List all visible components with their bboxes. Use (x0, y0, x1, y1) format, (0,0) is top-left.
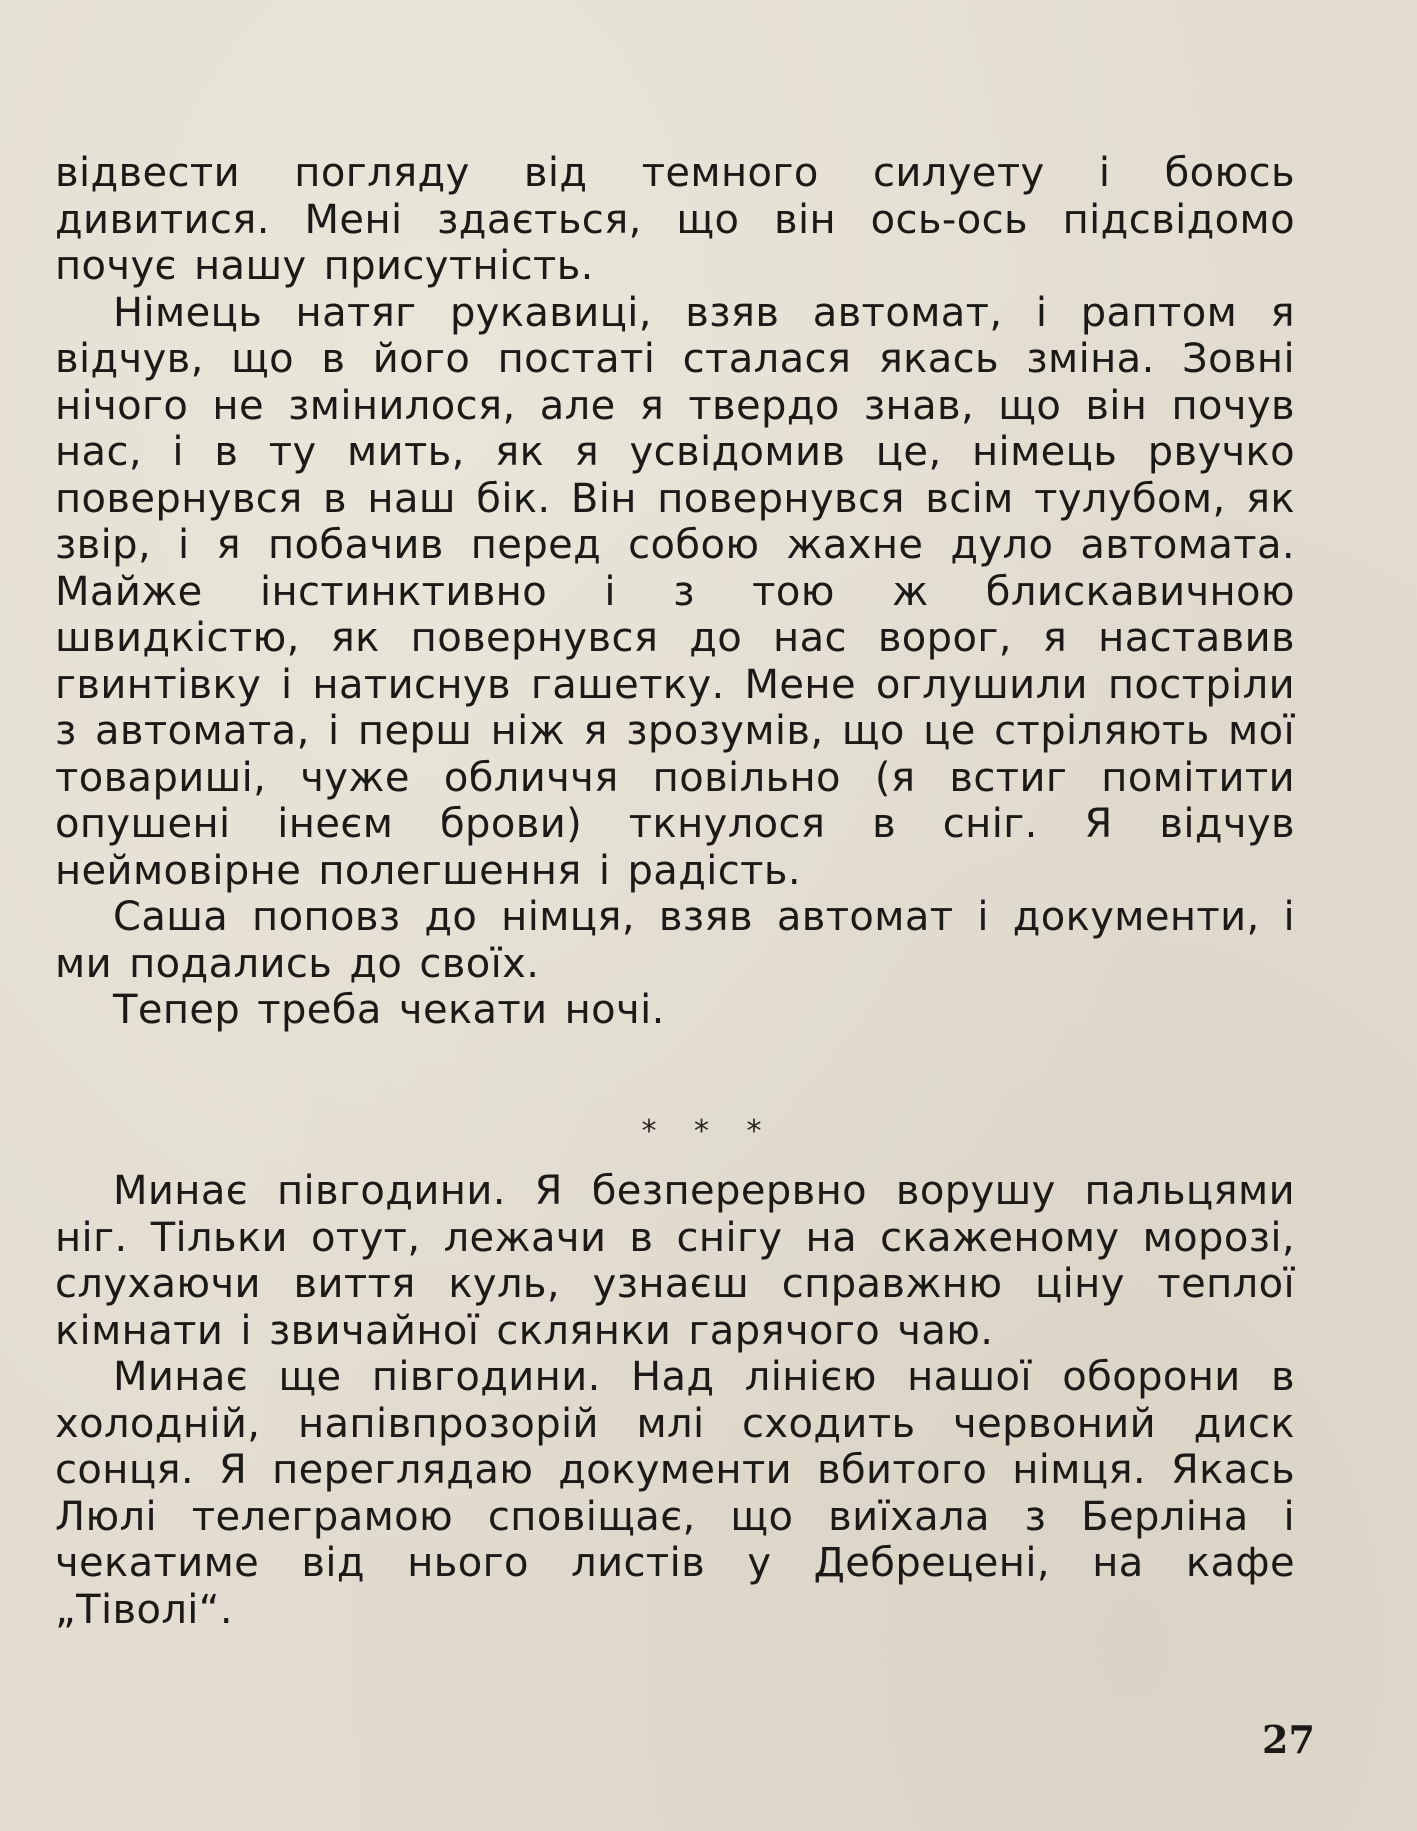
paragraph-continued: відвести погляду від темного силуету і боюсь дивитися. Мені здається, що він ось-ось підсвідомо почує нашу присутність. (55, 150, 1295, 289)
page-number: 27 (1262, 1717, 1315, 1762)
paragraph: Саша поповз до німця, взяв автомат і документи, і ми подались до своїх. (55, 894, 1295, 987)
paragraph: Минає ще півгодини. Над лінією нашої оборони в холодній, напівпрозорій млі сходить червоний диск сонця. Я переглядаю документи вбитого німця. Якась Люлі телеграмою сповіщає, що виїхала з Берліна і чекатиме від нього листів у Дебрецені, на кафе „Тіволі“. (55, 1354, 1295, 1633)
text-section-before-break (55, 150, 1295, 1034)
paragraph: Тепер треба чекати ночі. (113, 987, 665, 1033)
paragraph: Минає півгодини. Я безперервно ворушу пальцями ніг. Тільки отут, лежачи в снігу на скаженому морозі, слухаючи виття куль, узнаєш справжню ціну теплої кімнати і звичайної склянки гарячого чаю. (55, 1168, 1295, 1354)
section-separator: * * * (641, 1114, 776, 1149)
text-section-after-break (55, 1168, 1295, 1633)
paragraph: Німець натяг рукавиці, взяв автомат, і раптом я відчув, що в його постаті сталася якась зміна. Зовні нічого не змінилося, але я твердо знав, що він почув нас, і в ту мить, як я усвідомив це, німець рвучко повернувся в наш бік. Він повернувся всім тулубом, як звір, і я побачив перед собою жахне дуло автомата. Майже інстинктивно і з тою ж блискавичною швидкістю, як повернувся до нас ворог, я наставив гвинтівку і натиснув гашетку. Мене оглушили постріли з автомата, і перш ніж я зрозумів, що це стріляють мої товариші, чуже обличчя повільно (я встиг помітити опушені інеєм брови) ткнулося в сніг. Я відчув неймовірне полегшення і радість. (55, 289, 1295, 894)
